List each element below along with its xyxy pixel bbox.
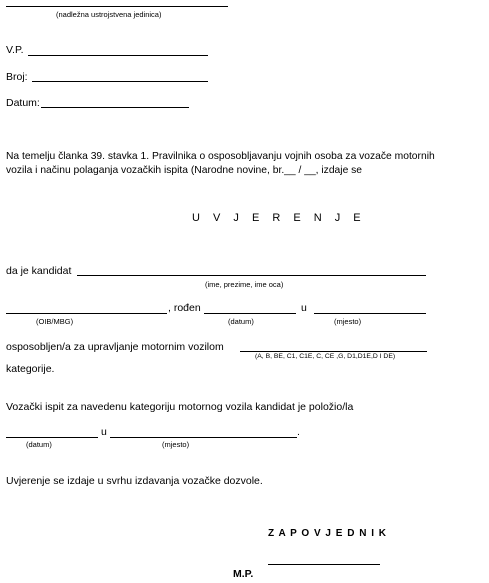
birth-date-caption: (datum) xyxy=(228,317,254,326)
exam-date-line[interactable] xyxy=(6,437,98,438)
intro-line-1: Na temelju članka 39. stavka 1. Pravilnika o osposobljavanju vojnih osoba za vozače motornih xyxy=(6,151,435,162)
born-label: , rođen xyxy=(168,302,201,314)
broj-label: Broj: xyxy=(6,71,28,83)
categories-field-line[interactable] xyxy=(240,351,427,352)
signature-line[interactable] xyxy=(268,564,380,565)
broj-field-line[interactable] xyxy=(32,81,208,82)
exam-place-line[interactable] xyxy=(110,437,297,438)
birth-in-label: u xyxy=(301,302,307,314)
exam-place-caption: (mjesto) xyxy=(162,440,190,449)
stamp-label: M.P. xyxy=(233,568,254,580)
birth-place-caption: (mjesto) xyxy=(334,317,362,326)
candidate-label: da je kandidat xyxy=(6,265,72,277)
exam-date-caption: (datum) xyxy=(26,440,52,449)
category-word: kategorije. xyxy=(6,363,55,375)
exam-in-label: u xyxy=(101,426,107,438)
unit-caption: (nadležna ustrojstvena jedinica) xyxy=(56,10,162,19)
qualification-label: osposobljen/a za upravljanje motornim vozilom xyxy=(6,341,224,353)
birth-place-line[interactable] xyxy=(314,313,426,314)
unit-field-line[interactable] xyxy=(6,6,228,7)
signature-title: Z A P O V J E D N I K xyxy=(268,528,387,539)
candidate-name-caption: (ime, prezime, ime oca) xyxy=(205,280,284,289)
oib-field-line[interactable] xyxy=(6,313,167,314)
intro-line-2: vozila i načinu polaganja vozačkih ispita (Narodne novine, br.__ / __, izdaje se xyxy=(6,165,363,176)
vp-label: V.P. xyxy=(6,44,24,56)
oib-caption: (OIB/MBG) xyxy=(36,317,74,326)
exam-text: Vozački ispit za navedenu kategoriju motornog vozila kandidat je položio/la xyxy=(6,401,354,413)
datum-label: Datum: xyxy=(6,97,40,109)
candidate-name-line[interactable] xyxy=(77,275,426,276)
exam-end-dot: . xyxy=(297,426,300,438)
purpose-text: Uvjerenje se izdaje u svrhu izdavanja vozačke dozvole. xyxy=(6,475,263,487)
birth-date-line[interactable] xyxy=(204,313,296,314)
categories-caption: (A, B, BE, C1, C1E, C, CE ,G, D1,D1E,D I DE) xyxy=(255,353,396,360)
document-title: U V J E R E N J E xyxy=(192,212,366,224)
vp-field-line[interactable] xyxy=(28,55,208,56)
datum-field-line[interactable] xyxy=(41,107,189,108)
